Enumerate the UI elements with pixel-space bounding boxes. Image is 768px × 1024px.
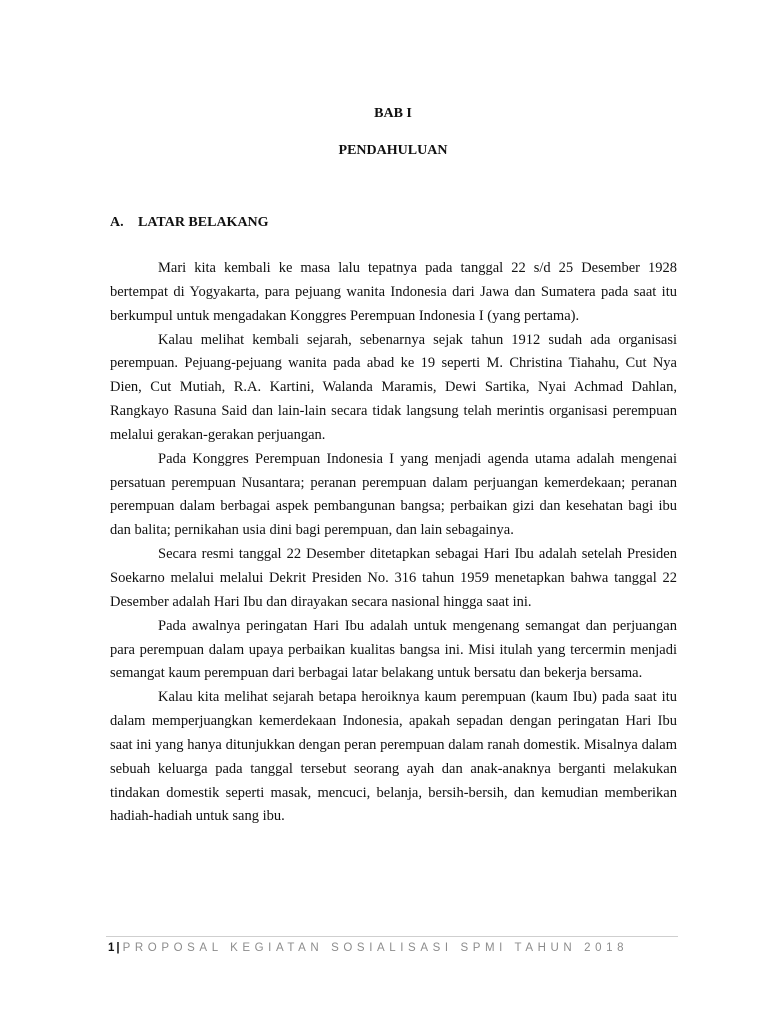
page-footer — [108, 940, 628, 956]
section-heading — [110, 215, 269, 231]
page-number: 1 — [108, 942, 115, 954]
paragraph: Pada awalnya peringatan Hari Ibu adalah untuk mengenang semangat dan perjuangan para perempuan dalam upaya perbaikan kualitas bangsa ini. Misi itulah yang tercermin menjadi semangat kaum perempuan dari berbagai latar belakang untuk bersatu dan bekerja bersama. — [110, 617, 677, 682]
paragraph: Kalau melihat kembali sejarah, sebenarnya sejak tahun 1912 sudah ada organisasi perempuan. Pejuang-pejuang wanita pada abad ke 19 seperti M. Christina Tiahahu, Cut Nya Dien, Cut Mutiah, R.A. Kartini, Walanda Maramis, Dewi Sartika, Nyai Achmad Dahlan, Rangkayo Rasuna Said dan lain-lain secara tidak langsung telah merintis organisasi perempuan melalui gerakan-gerakan perjuangan. — [110, 331, 677, 443]
footer-separator: | — [116, 942, 120, 954]
section-title: LATAR BELAKANG — [138, 215, 269, 230]
chapter-heading: BAB I — [374, 106, 412, 121]
chapter-title: PENDAHULUAN — [338, 143, 448, 158]
footer-text: PROPOSAL KEGIATAN SOSIALISASI SPMI TAHUN 2018 — [122, 942, 629, 954]
section-number: A. — [110, 215, 124, 230]
body-text — [110, 257, 677, 829]
paragraph: Mari kita kembali ke masa lalu tepatnya pada tanggal 22 s/d 25 Desember 1928 bertempat di Yogyakarta, para pejuang wanita Indonesia dari Jawa dan Sumatera pada saat itu berkumpul untuk mengadakan Konggres Perempuan Indonesia I (yang pertama). — [110, 260, 677, 324]
paragraph: Pada Konggres Perempuan Indonesia I yang menjadi agenda utama adalah mengenai persatuan perempuan Nusantara; peranan perempuan dalam perjuangan kemerdekaan; peranan perempuan dalam berbagai aspek pembangunan bangsa; perbaikan gizi dan kesehatan bagi ibu dan balita; pernikahan usia dini bagi perempuan, dan lain sebagainya. — [110, 450, 677, 539]
paragraph: Kalau kita melihat sejarah betapa heroiknya kaum perempuan (kaum Ibu) pada saat itu dalam memperjuangkan kemerdekaan Indonesia, apakah sepadan dengan peringatan Hari Ibu saat ini yang hanya ditunjukkan dengan peran perempuan dalam ranah domestik. Misalnya dalam sebuah keluarga pada tanggal tersebut seorang ayah dan anak-anaknya berganti melakukan tindakan domestik seperti masak, mencuci, belanja, bersih-bersih, dan kemudian memberikan hadiah-hadiah untuk sang ibu. — [110, 689, 677, 825]
footer-divider — [106, 936, 678, 937]
paragraph: Secara resmi tanggal 22 Desember ditetapkan sebagai Hari Ibu adalah setelah Presiden Soekarno melalui melalui Dekrit Presiden No. 316 tahun 1959 menetapkan bahwa tanggal 22 Desember adalah Hari Ibu dan dirayakan secara nasional hingga saat ini. — [110, 546, 677, 610]
